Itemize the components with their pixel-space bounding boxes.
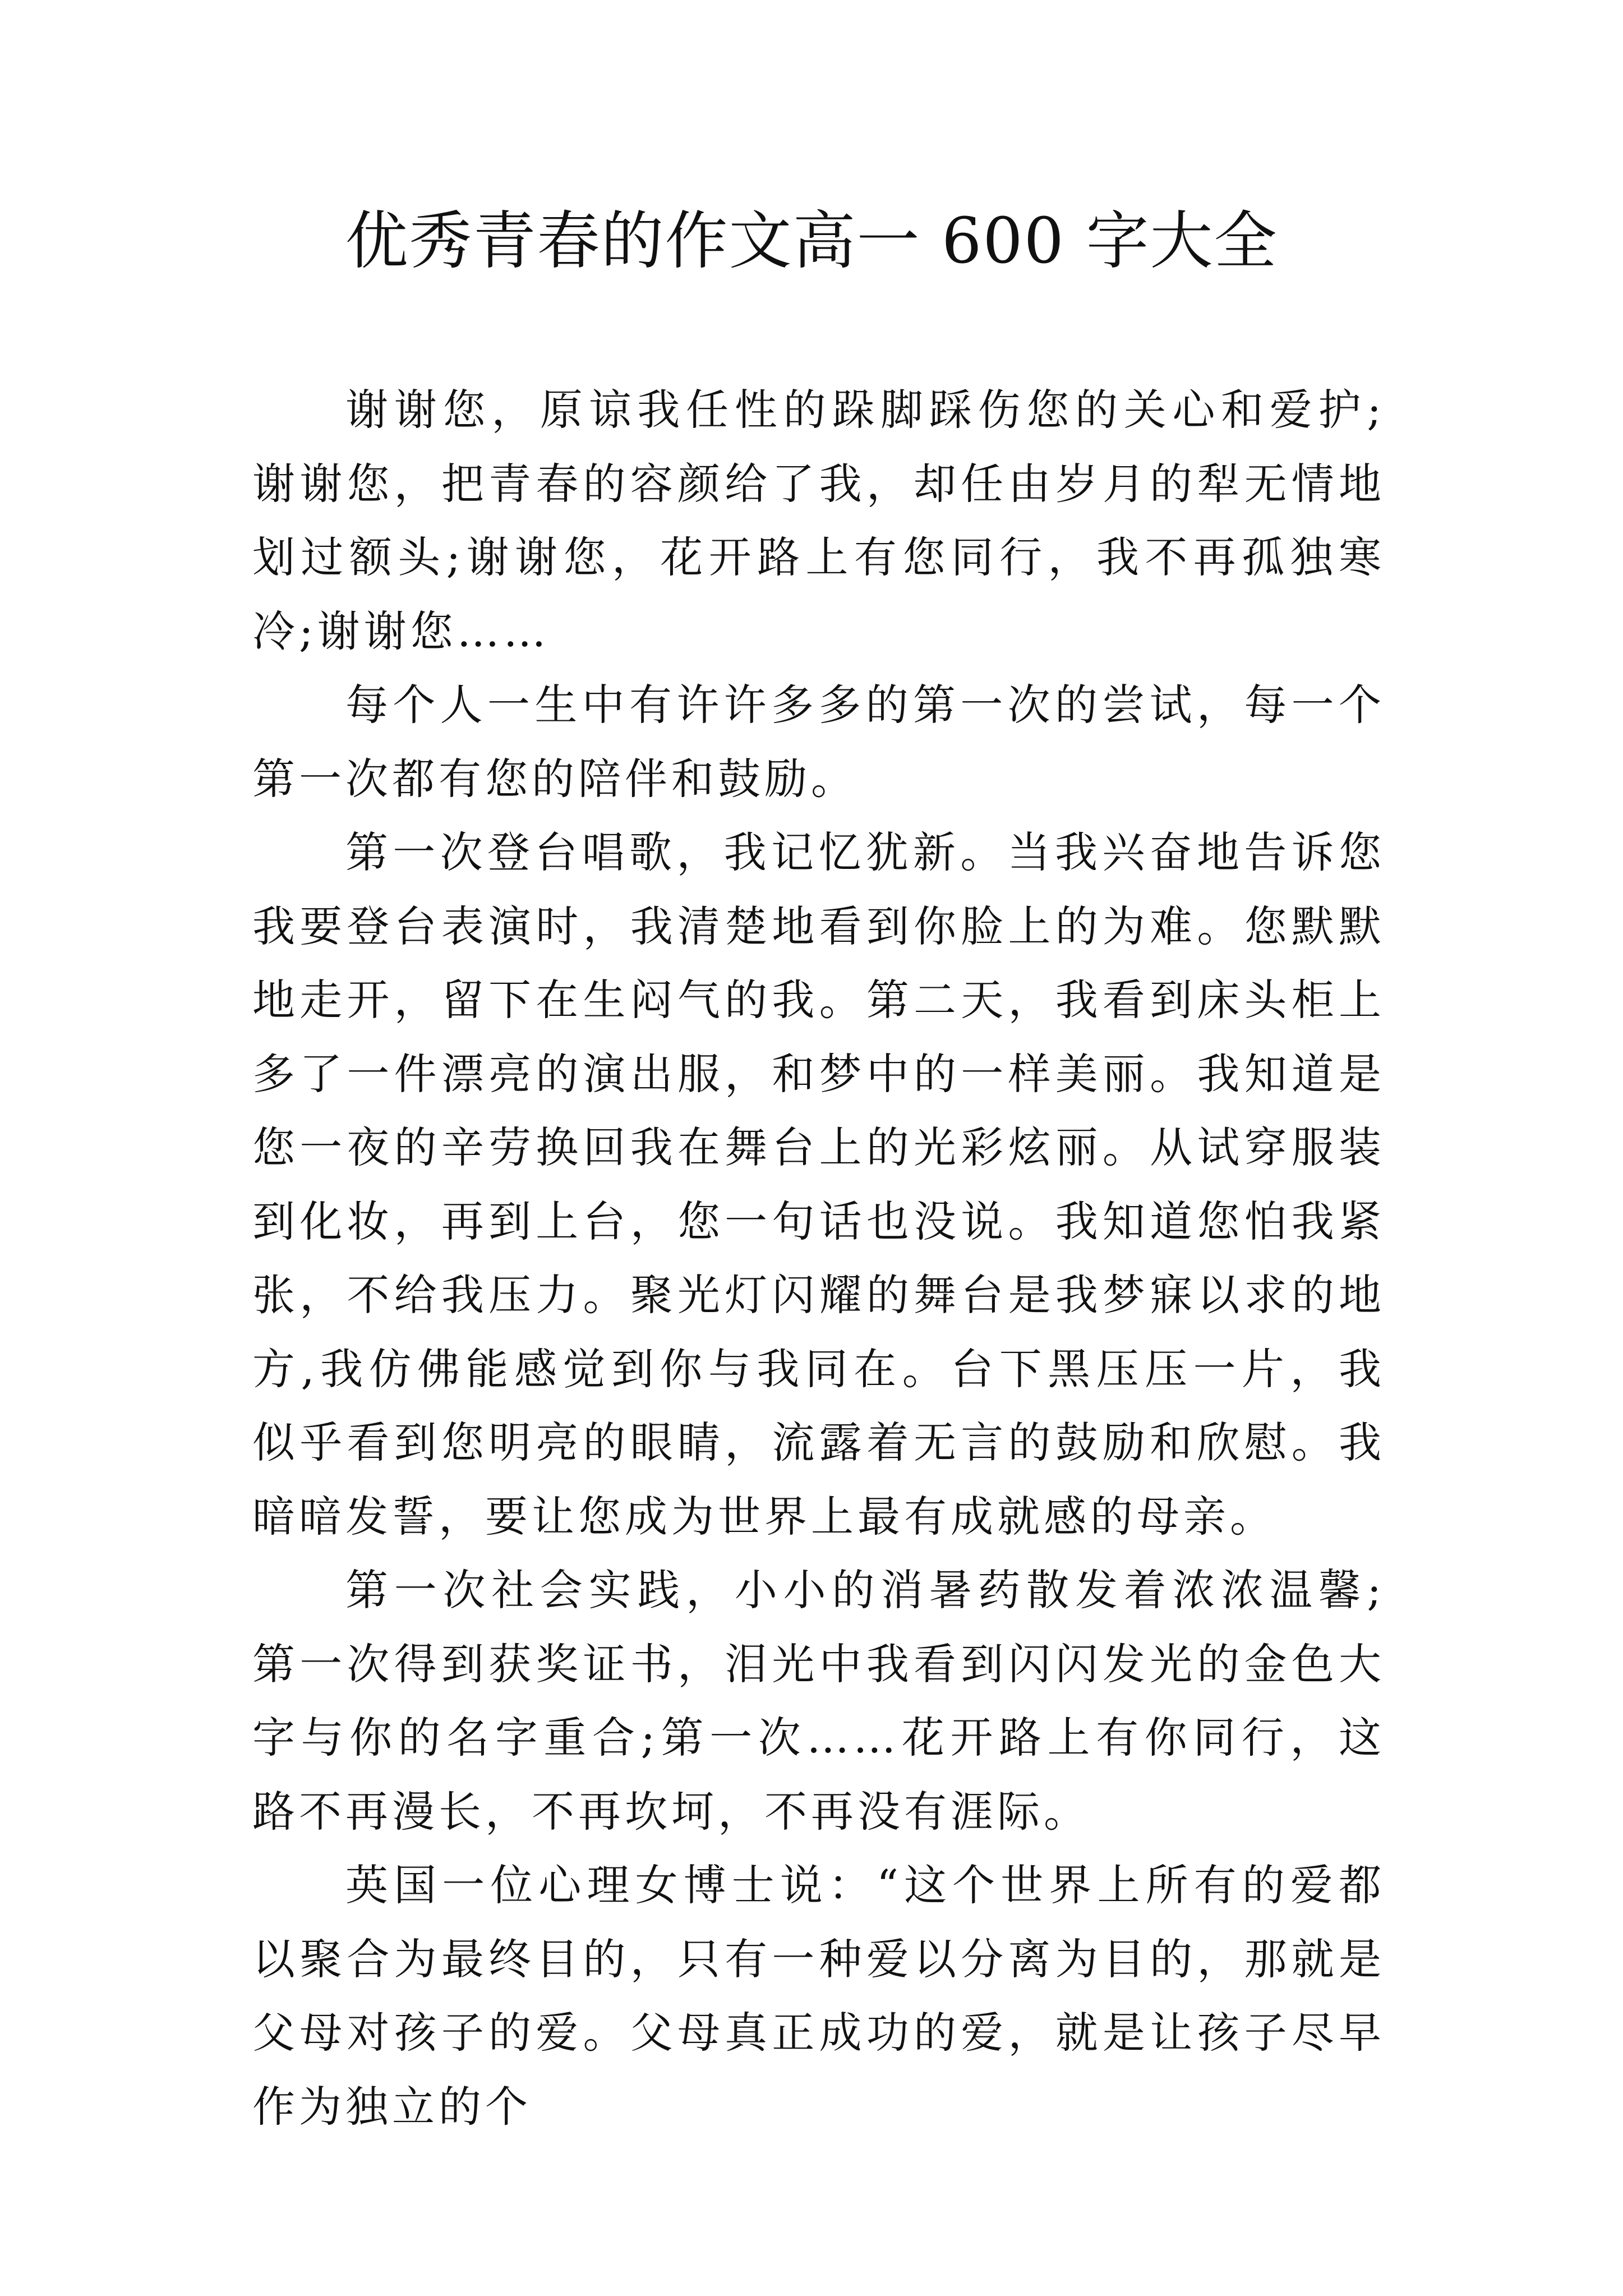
paragraph: 第一次社会实践，小小的消暑药散发着浓浓温馨;第一次得到获奖证书，泪光中我看到闪闪发光的金色大字与你的名字重合;第一次……花开路上有你同行，这路不再漫长，不再坎坷，不再没有涯际。 — [252, 1565, 1385, 1837]
document-title: 优秀青春的作文高一 600 字大全 — [345, 205, 1278, 278]
paragraph: 谢谢您，原谅我任性的跺脚踩伤您的关心和爱护;谢谢您，把青春的容颜给了我，却任由岁月的犁无情地划过额头;谢谢您，花开路上有您同行，我不再孤独寒冷;谢谢您…… — [252, 385, 1385, 656]
paragraph: 第一次登台唱歌，我记忆犹新。当我兴奋地告诉您我要登台表演时，我清楚地看到你脸上的为难。您默默地走开，留下在生闷气的我。第二天，我看到床头柜上多了一件漂亮的演出服，和梦中的一样美丽。我知道是您一夜的辛劳换回我在舞台上的光彩炫丽。从试穿服装到化妆，再到上台，您一句话也没说。我知道您怕我紧张，不给我压力。聚光灯闪耀的舞台是我梦寐以求的地方,我仿佛能感觉到你与我同在。台下黑压压一片，我似乎看到您明亮的眼睛，流露着无言的鼓励和欣慰。我暗暗发誓，要让您成为世界上最有成就感的母亲。 — [252, 827, 1385, 1542]
paragraph: 英国一位心理女博士说：“这个世界上所有的爱都以聚合为最终目的，只有一种爱以分离为目的，那就是父母对孩子的爱。父母真正成功的爱，就是让孩子尽早作为独立的个 — [252, 1860, 1385, 2132]
paragraph: 每个人一生中有许许多多的第一次的尝试，每一个第一次都有您的陪伴和鼓励。 — [252, 680, 1385, 804]
document-body — [252, 373, 1385, 2143]
